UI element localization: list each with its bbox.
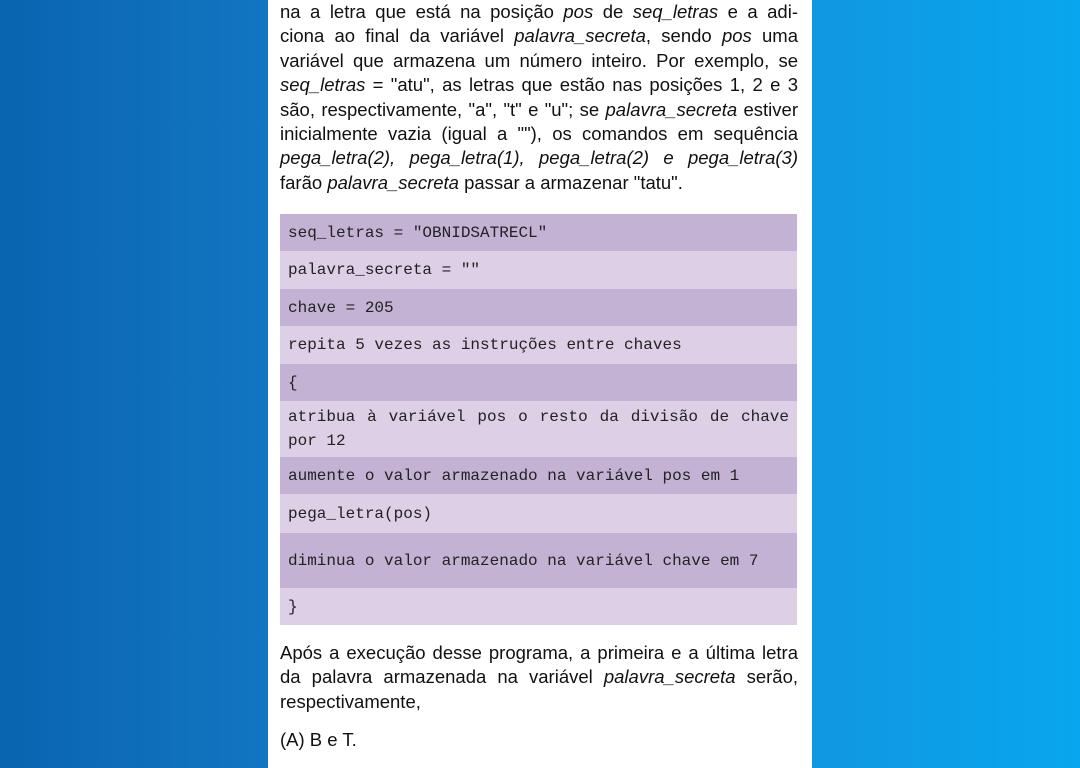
intro-line: são, respectivamente, "a", "t" e "u"; se palavra_secreta estiver [280, 98, 798, 120]
question-line: da palavra armazenada na variável palavra_secreta serão, [280, 666, 799, 688]
code-row: { [280, 364, 797, 401]
option-a[interactable]: (A) B e T. [280, 729, 357, 750]
question-paragraph [280, 641, 798, 714]
intro-line: ciona ao final da variável palavra_secreta, sendo pos uma [280, 25, 798, 47]
code-row: aumente o valor armazenado na variável pos em 1 [280, 457, 797, 494]
code-row: palavra_secreta = "" [280, 251, 797, 289]
intro-line: variável que armazena um número inteiro. Por exemplo, se [280, 49, 798, 71]
document-page [268, 0, 812, 768]
code-row: diminua o valor armazenado na variável chave em 7 [280, 533, 797, 588]
code-row: pega_letra(pos) [280, 494, 797, 533]
code-row: atribua à variável pos o resto da divisão de chave por 12 [280, 401, 797, 457]
intro-line: seq_letras = "atu", as letras que estão nas posições 1, 2 e 3 [280, 74, 798, 96]
intro-line: pega_letra(2), pega_letra(1), pega_letra(2) e pega_letra(3) [280, 147, 799, 169]
code-row: } [280, 588, 797, 625]
intro-line: na a letra que está na posição pos de seq_letras e a adi- [280, 1, 798, 22]
intro-paragraph [280, 0, 798, 195]
intro-line: inicialmente vazia (igual a ""), os comandos em sequência [280, 122, 798, 144]
question-line: Após a execução desse programa, a primeira e a última letra [280, 642, 798, 663]
intro-line: farão palavra_secreta passar a armazenar "tatu". [280, 171, 683, 193]
code-row: seq_letras = "OBNIDSATRECL" [280, 214, 797, 251]
question-line: respectivamente, [280, 690, 421, 712]
code-row: chave = 205 [280, 289, 797, 326]
code-row: repita 5 vezes as instruções entre chaves [280, 326, 797, 364]
pseudocode-table [280, 214, 797, 625]
